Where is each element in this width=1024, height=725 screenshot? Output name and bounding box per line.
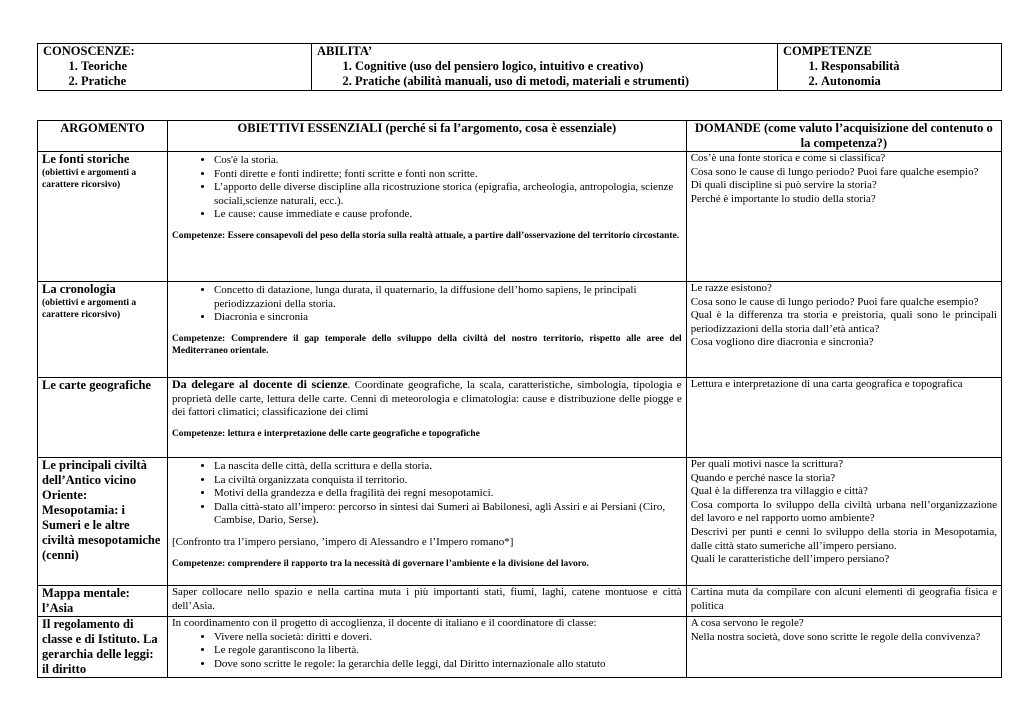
objectives-text: Saper collocare nello spazio e nella cartina muta i più importanti stati, fiumi, laghi, catene montuose e città dell’Asia. — [171, 586, 682, 612]
topic-title: Il regolamento di classe e di Istituto. La gerarchia delle leggi: il diritto — [42, 617, 158, 676]
legend-item: 1. Teoriche — [81, 59, 306, 74]
list-item: • Dove sono scritte le regole: la gerarchia delle leggi, dal Diritto internazionale allo statuto — [214, 658, 682, 672]
list-item: • La nascita delle città, della scrittura e della storia. — [214, 460, 682, 474]
table-row — [38, 378, 1002, 458]
question: Cosa sono le cause di lungo periodo? Puoi fare qualche esempio? — [690, 295, 979, 308]
topic-note: (obiettivi e argomenti a carattere ricorsivo) — [42, 298, 137, 320]
questions-cell — [686, 378, 1001, 458]
list-item: • Concetto di datazione, lunga durata, il quaternario, la diffusione dell’homo sapiens, le principali periodizzazioni della storia. — [214, 284, 682, 311]
topic-cell — [38, 586, 168, 617]
legend-abilita-title: ABILITA’ — [317, 44, 373, 58]
question: Quando e perché nasce la storia? — [690, 471, 836, 484]
comparison-note: [Confronto tra l’impero persiano, ’impero di Alessandro e l’Impero romano*] — [171, 535, 514, 548]
header-obiettivi: OBIETTIVI ESSENZIALI (perché si fa l’argomento, cosa è essenziale) — [167, 121, 686, 152]
objectives-cell — [167, 586, 686, 617]
questions-cell — [686, 152, 1001, 282]
legend-conoscenze — [38, 44, 312, 91]
questions-cell — [686, 617, 1001, 678]
question: Cosa vogliono dire diacronia e sincronia? — [690, 336, 874, 349]
questions-cell — [686, 458, 1001, 586]
table-row — [38, 282, 1002, 378]
legend-item: 2. Pratiche (abilità manuali, uso di metodi, materiali e strumenti) — [355, 74, 772, 89]
question: Cos’è una fonte storica e come si classifica? — [690, 152, 886, 164]
topic-note: (obiettivi e argomenti a carattere ricorsivo) — [42, 168, 137, 190]
topic-cell — [38, 617, 168, 678]
question: A cosa servono le regole? — [690, 617, 804, 629]
list-item: • Dalla città-stato all’impero: percorso in sintesi dai Sumeri ai Babilonesi, agli Assiri e ai Persiani (Ciro, Cambise, Dario, Serse). — [214, 501, 682, 528]
objectives-cell — [167, 458, 686, 586]
curriculum-table — [37, 120, 1002, 678]
question: Descrivi per punti e cenni lo sviluppo della storia in Mesopotamia, dalle città stato sumeriche all’impero persiano. — [690, 525, 997, 552]
table-row — [38, 152, 1002, 282]
competenze-text: Competenze: Comprendere il gap temporale dello sviluppo della civiltà del nostro territorio, rispetto alle aree del Mediterraneo orientale. — [171, 333, 682, 356]
list-item: • La civiltà organizzata conquista il territorio. — [214, 474, 682, 488]
list-item: • Le regole garantiscono la libertà. — [214, 644, 682, 658]
question: Nella nostra società, dove sono scritte le regole della convivenza? — [690, 630, 981, 643]
list-item: • Diacronia e sincronia — [214, 311, 682, 325]
topic-title: Le principali civiltà dell’Antico vicino Oriente: Mesopotamia: i Sumeri e le altre civiltà mesopotamiche (cenni) — [42, 458, 161, 562]
list-item: • Fonti dirette e fonti indirette; fonti scritte e fonti non scritte. — [214, 168, 682, 182]
legend-item: 2. Pratiche — [81, 74, 306, 89]
delegate-note: Da delegare al docente di scienze — [171, 377, 348, 391]
objectives-detail: . Coordinate geografiche, la scala, caratteristiche, simbologia, tipologia e proprietà delle carte, lettura delle carte. Cenni di meteorologia e climatologia: cause e distribuzione delle piogge e dei fattori climatici; classificazione dei climi — [171, 379, 682, 419]
list-item: • Vivere nella società: diritti e doveri. — [214, 631, 682, 645]
competenze-text: Competenze: Essere consapevoli del peso della storia sulla realtà attuale, a partire dall’osservazione del territorio circostante. — [171, 230, 680, 241]
questions-cell — [686, 586, 1001, 617]
topic-cell — [38, 378, 168, 458]
question: Qual è la differenza tra storia e preistoria, quali sono le principali periodizzazioni della storia dall’età antica? — [690, 309, 997, 335]
topic-cell — [38, 282, 168, 378]
question: Le razze esistono? — [690, 282, 772, 294]
topic-title: Mappa mentale: l’Asia — [42, 586, 130, 615]
topic-title: Le carte geografiche — [42, 378, 151, 392]
question: Per quali motivi nasce la scrittura? — [690, 458, 844, 470]
legend-item: 2. Autonomia — [821, 74, 996, 89]
topic-title: La cronologia — [42, 282, 116, 296]
competenze-text: Competenze: comprendere il rapporto tra la necessità di governare l’ambiente e la divisione del lavoro. — [171, 558, 589, 569]
question: Perché è importante lo studio della storia? — [690, 192, 876, 205]
table-row — [38, 458, 1002, 586]
question: Qual è la differenza tra villaggio e città? — [690, 485, 868, 498]
objectives-cell — [167, 152, 686, 282]
header-row — [38, 121, 1002, 152]
question: Quali le caratteristiche dell’impero persiano? — [690, 553, 890, 566]
legend-item: 1. Responsabilità — [821, 59, 996, 74]
legend-competenze-title: COMPETENZE — [783, 44, 872, 58]
legend-table — [37, 43, 1002, 91]
question: Lettura e interpretazione di una carta geografica e topografica — [690, 378, 963, 390]
objectives-cell — [167, 617, 686, 678]
question: Cosa comporta lo sviluppo della civiltà urbana nell’organizzazione del lavoro e nel rapporto uomo ambiente? — [690, 498, 997, 525]
competenze-text: Competenze: lettura e interpretazione delle carte geografiche e topografiche — [171, 428, 480, 439]
header-domande: DOMANDE (come valuto l’acquisizione del contenuto o la competenza?) — [686, 121, 1001, 152]
objectives-text — [172, 378, 682, 420]
objectives-cell — [167, 378, 686, 458]
legend-conoscenze-title: CONOSCENZE: — [43, 44, 135, 58]
objectives-cell — [167, 282, 686, 378]
header-argomento: ARGOMENTO — [38, 121, 168, 152]
topic-cell — [38, 458, 168, 586]
topic-title: Le fonti storiche — [42, 152, 130, 166]
table-row — [38, 586, 1002, 617]
legend-abilita — [312, 44, 778, 91]
list-item: • Motivi della grandezza e della fragilità dei regni mesopotamici. — [214, 487, 682, 501]
legend-competenze — [778, 44, 1002, 91]
topic-cell — [38, 152, 168, 282]
question: Cosa sono le cause di lungo periodo? Puoi fare qualche esempio? — [690, 165, 979, 178]
list-item: • Le cause: cause immediate e cause profonde. — [214, 208, 682, 222]
question: Cartina muta da compilare con alcuni elementi di geografia fisica e politica — [690, 586, 997, 612]
list-item: • Cos'è la storia. — [214, 154, 682, 168]
table-row — [38, 617, 1002, 678]
legend-item: 1. Cognitive (uso del pensiero logico, intuitivo e creativo) — [355, 59, 772, 74]
objectives-intro: In coordinamento con il progetto di accoglienza, il docente di italiano e il coordinatore di classe: — [171, 617, 597, 629]
questions-cell — [686, 282, 1001, 378]
list-item: • L’apporto delle diverse discipline alla ricostruzione storica (epigrafia, archeologia, antropologia, scienze sociali,scienze naturali, ecc.). — [214, 181, 682, 208]
question: Di quali discipline si può servire la storia? — [690, 179, 877, 192]
